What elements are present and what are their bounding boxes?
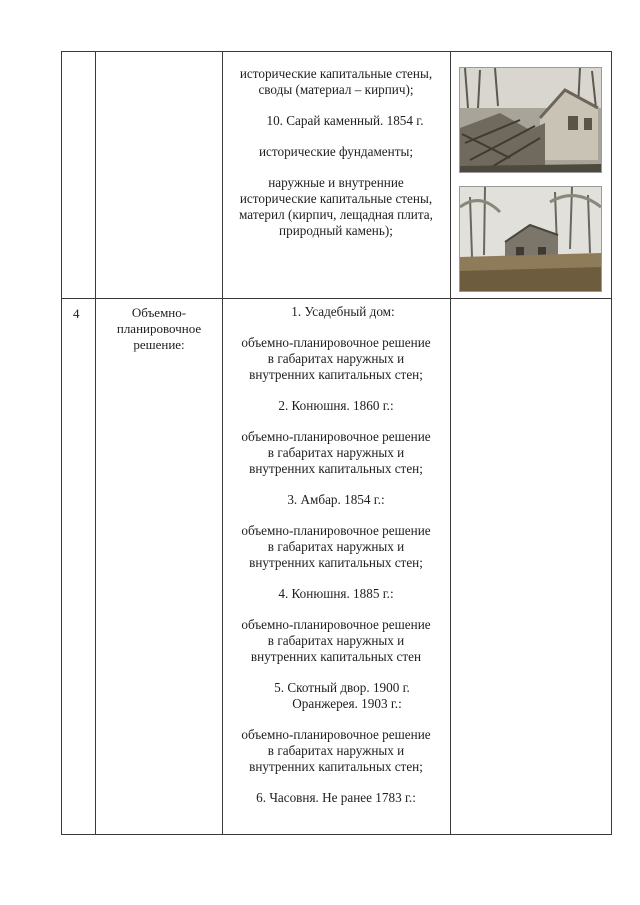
item-heading: 5. Скотный двор. 1900 г. bbox=[274, 680, 410, 695]
prev-row-description bbox=[222, 66, 450, 239]
text-line: внутренних капитальных стен; bbox=[249, 461, 423, 476]
blank-line bbox=[222, 508, 450, 523]
item-heading: Оранжерея. 1903 г.: bbox=[292, 696, 402, 711]
blank-line bbox=[222, 712, 450, 727]
table-bottom-border bbox=[61, 834, 612, 835]
blank-line bbox=[222, 129, 450, 144]
text-line: объемно-планировочное решение bbox=[241, 335, 431, 350]
blank-line bbox=[222, 477, 450, 492]
text-line: объемно-планировочное решение bbox=[241, 523, 431, 538]
text-line: в габаритах наружных и bbox=[267, 743, 405, 758]
blank-line bbox=[222, 98, 450, 113]
row-label bbox=[96, 305, 222, 353]
text-line: объемно-планировочное решение bbox=[241, 429, 431, 444]
row-divider bbox=[61, 298, 612, 299]
text-line: в габаритах наружных и bbox=[267, 445, 405, 460]
blank-line bbox=[222, 775, 450, 790]
text-line: внутренних капитальных стен; bbox=[249, 759, 423, 774]
item-heading: 1. Усадебный дом: bbox=[291, 304, 395, 319]
text-line: своды (материал – кирпич); bbox=[258, 82, 414, 97]
item-heading: 4. Конюшня. 1885 г.: bbox=[278, 586, 394, 601]
table-left-border bbox=[61, 51, 62, 835]
text-line: внутренних капитальных стен bbox=[250, 649, 422, 664]
item-heading: 3. Амбар. 1854 г.: bbox=[287, 492, 385, 507]
row4-description bbox=[222, 304, 450, 806]
label-line: Объемно- bbox=[131, 305, 187, 320]
text-line: исторические фундаменты; bbox=[259, 144, 413, 159]
table-top-border bbox=[61, 51, 612, 52]
stone-barn-ruin-photo bbox=[459, 186, 602, 292]
blank-line bbox=[222, 665, 450, 680]
text-line: 10. Сарай каменный. 1854 г. bbox=[266, 113, 424, 128]
text-line: объемно-планировочное решение bbox=[241, 727, 431, 742]
column-divider-1 bbox=[95, 51, 96, 835]
text-line: исторические капитальные стены, bbox=[239, 191, 433, 206]
ruined-brick-building-photo bbox=[459, 67, 602, 173]
blank-line bbox=[222, 414, 450, 429]
text-line: внутренних капитальных стен; bbox=[249, 367, 423, 382]
text-line: природный камень); bbox=[279, 223, 393, 238]
text-line: в габаритах наружных и bbox=[267, 351, 405, 366]
blank-line bbox=[222, 160, 450, 175]
label-line: решение: bbox=[133, 337, 185, 352]
blank-line bbox=[222, 320, 450, 335]
blank-line bbox=[222, 571, 450, 586]
table-right-border bbox=[611, 51, 612, 835]
item-heading: 2. Конюшня. 1860 г.: bbox=[278, 398, 394, 413]
text-line: объемно-планировочное решение bbox=[241, 617, 431, 632]
text-line: наружные и внутренние bbox=[268, 175, 404, 190]
blank-line bbox=[222, 383, 450, 398]
text-line: исторические капитальные стены, bbox=[239, 66, 433, 81]
text-line: внутренних капитальных стен; bbox=[249, 555, 423, 570]
column-divider-3 bbox=[450, 51, 451, 835]
blank-line bbox=[222, 602, 450, 617]
label-line: планировочное bbox=[116, 321, 202, 336]
text-line: материл (кирпич, лещадная плита, bbox=[239, 207, 433, 222]
row-number: 4 bbox=[73, 306, 80, 321]
text-line: в габаритах наружных и bbox=[267, 539, 405, 554]
text-line: в габаритах наружных и bbox=[267, 633, 405, 648]
item-heading: 6. Часовня. Не ранее 1783 г.: bbox=[256, 790, 416, 805]
